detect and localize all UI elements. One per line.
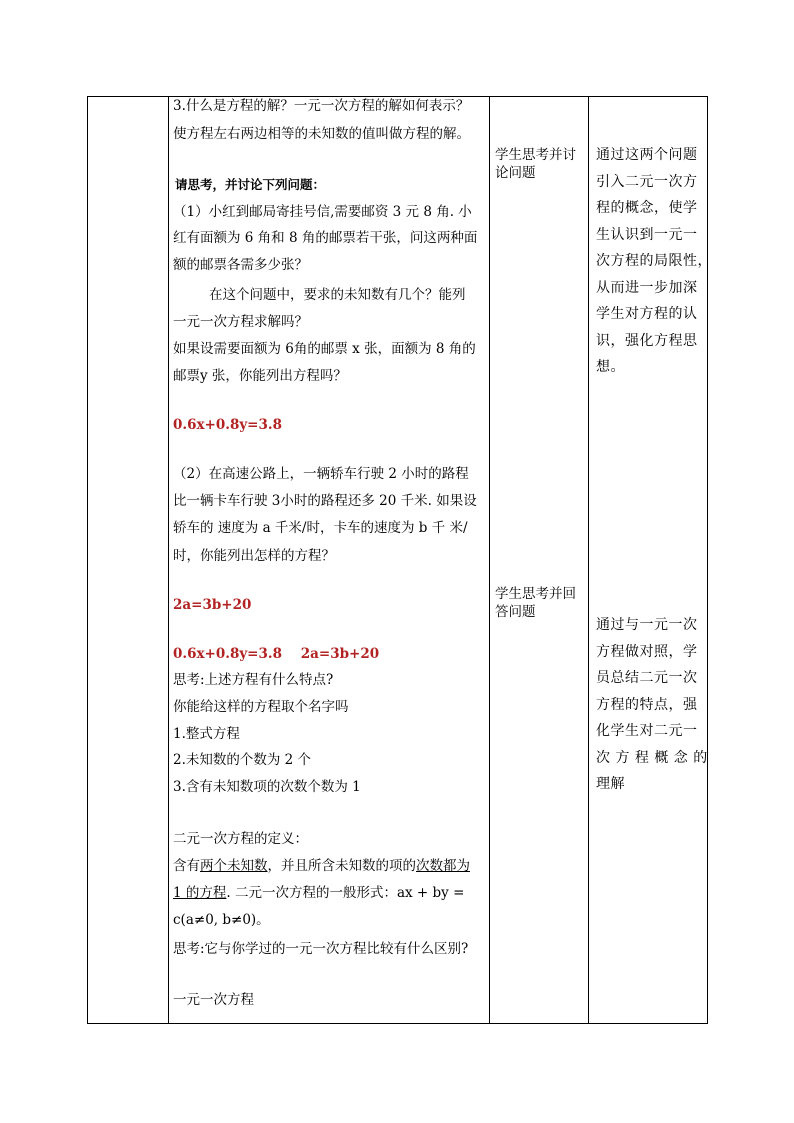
last-heading: 一元一次方程 [173, 992, 254, 1008]
intent-line: 化学生对二元一 [596, 723, 698, 739]
table-col-border [168, 96, 169, 1024]
intent-line: 通过与一元一次 [596, 617, 698, 633]
problem-1-question: 在这个问题中，要求的未知数有几个？能列 [209, 287, 466, 303]
table-col-border [588, 96, 589, 1024]
equations-combined: 0.6x+0.8y=3.8 2a=3b+20 [173, 646, 380, 662]
definition-underlined: 两个未知数 [200, 858, 268, 874]
activity-line: 学生思考并回 [495, 586, 576, 602]
intent-line: 学生对方程的认 [596, 306, 698, 322]
question-3-title: 3.什么是方程的解？一元一次方程的解如何表示？ [173, 98, 470, 114]
activity-line: 论问题 [495, 165, 536, 181]
think-question-2: 思考:它与你学过的一元一次方程比较有什么区别? [173, 941, 469, 957]
definition-text: ，并且所含未知数的项的 [267, 858, 416, 874]
intent-line: 员总结二元一次 [596, 670, 698, 686]
feature-item: 1.整式方程 [173, 726, 240, 742]
problem-1-setup: 邮票y 张，你能列出方程吗？ [173, 368, 347, 384]
feature-item: 2.未知数的个数为 2 个 [173, 752, 312, 768]
table-col-border [87, 96, 88, 1024]
problem-2-line: 比一辆卡车行驶 3小时的路程还多 20 千米. 如果设 [173, 493, 477, 509]
intent-line: 方程的特点，强 [596, 696, 698, 713]
intent-line: 次方程的局限性， [596, 253, 712, 269]
intent-line: 生认识到一元一 [596, 226, 698, 243]
definition-underlined: 次数都为 [416, 858, 470, 874]
definition-line-2 [173, 884, 464, 902]
problem-2-line: 轿车的 速度为 a 千米/时，卡车的速度为 b 千 米/ [173, 520, 468, 536]
table-col-border [489, 96, 490, 1024]
equation-2: 2a=3b+20 [173, 597, 252, 613]
table-bottom-border [87, 1023, 708, 1024]
definition-underlined: 1 的方程 [173, 885, 227, 901]
problem-1-question: 一元一次方程求解吗？ [173, 314, 308, 330]
intent-line: 识，强化方程思 [596, 332, 698, 349]
think-question-1: 思考:上述方程有什么特点? [173, 672, 334, 688]
naming-question: 你能给这样的方程取个名字吗 [173, 699, 349, 715]
question-3-answer: 使方程左右两边相等的未知数的值叫做方程的解。 [173, 126, 470, 142]
intent-line: 从而进一步加深 [596, 279, 698, 296]
definition-line-3: c(a≠0, b≠0)。 [173, 912, 270, 928]
discussion-prompt: 请思考，并讨论下列问题： [175, 177, 326, 192]
intent-line: 理解 [596, 776, 625, 792]
activity-line: 答问题 [495, 604, 536, 620]
design-intent-1 [596, 142, 712, 381]
student-activity-1 [495, 146, 576, 182]
definition-line-1 [173, 857, 470, 875]
problem-1-line: 额的邮票各需多少张？ [173, 257, 308, 273]
problem-2-line: （2）在高速公路上，一辆轿车行驶 2 小时的路程 [173, 466, 469, 482]
intent-line: 通过这两个问题 [596, 147, 698, 163]
problem-1-line: 红有面额为 6 角和 8 角的邮票若干张，问这两种面 [173, 230, 478, 246]
definition-title: 二元一次方程的定义： [173, 831, 308, 847]
student-activity-2 [495, 585, 576, 621]
problem-1-setup: 如果设需要面额为 6角的邮票 x 张，面额为 8 角的 [173, 341, 476, 357]
intent-line: 方程做对照，学 [596, 643, 698, 660]
definition-text: . 二元一次方程的一般形式：ax + by = [226, 885, 465, 901]
definition-text: 含有 [173, 858, 200, 874]
feature-item: 3.含有未知数项的次数个数为 1 [173, 779, 361, 795]
design-intent-2 [596, 612, 708, 798]
intent-line: 想。 [596, 359, 625, 375]
intent-line: 引入二元一次方 [596, 173, 698, 190]
problem-1-line: （1）小红到邮局寄挂号信,需要邮资 3 元 8 角. 小 [173, 204, 472, 220]
equation-1: 0.6x+0.8y=3.8 [173, 417, 282, 433]
activity-line: 学生思考并讨 [495, 147, 576, 163]
intent-line: 程的概念，使学 [596, 200, 698, 216]
problem-2-line: 时，你能列出怎样的方程？ [173, 548, 335, 564]
intent-line: 次 方 程 概 念 的 [596, 749, 708, 766]
